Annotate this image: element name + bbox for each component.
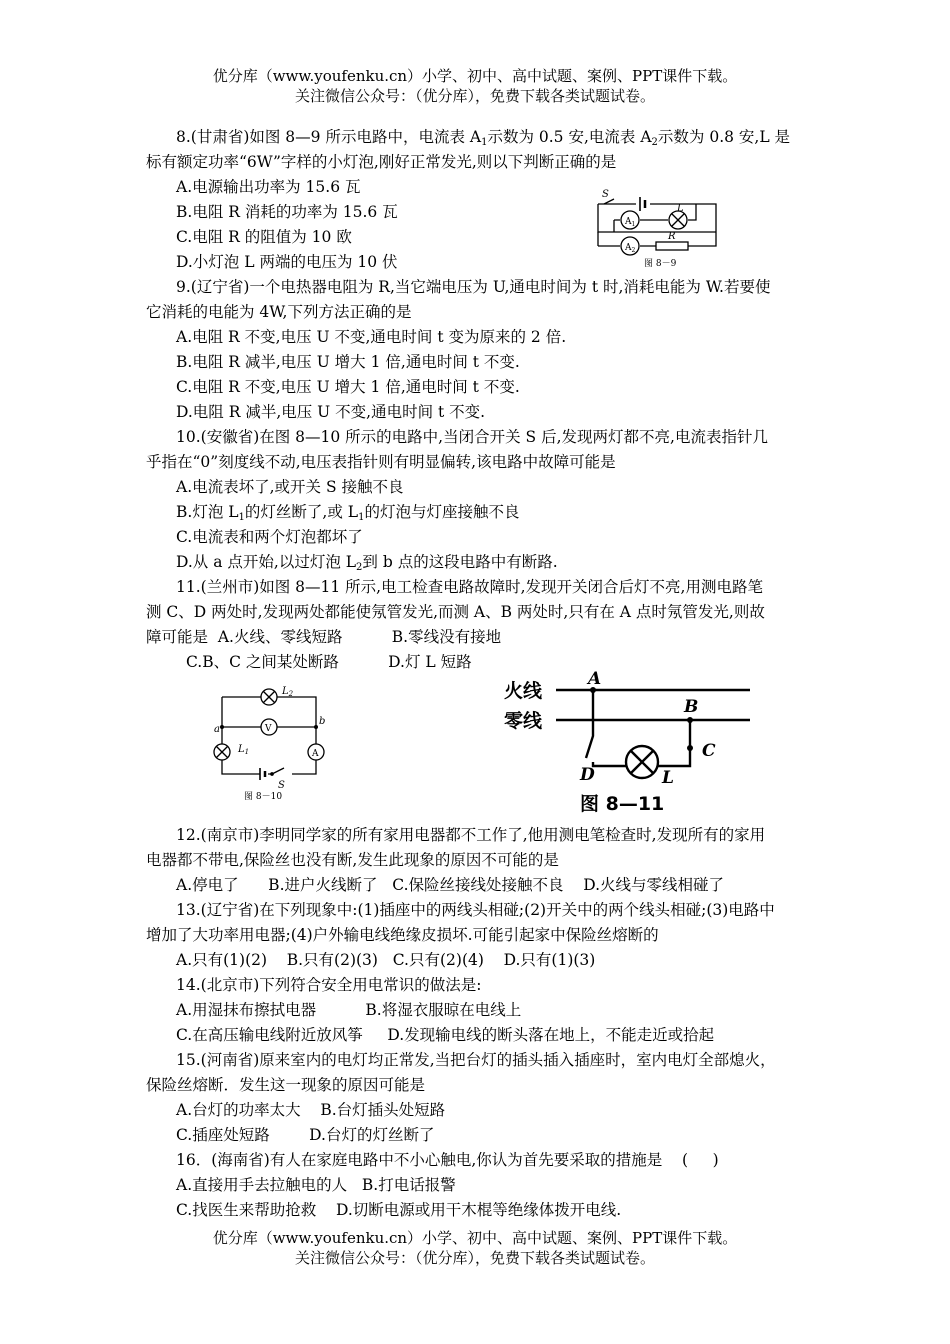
- q8-option-a: A.电源输出功率为 15.6 瓦: [176, 178, 361, 196]
- q13-stem-line-2: 增加了大功率用电器;(4)户外输电线绝缘皮损坏.可能引起家中保险丝熔断的: [146, 926, 659, 944]
- q12-stem-line-1: 12.(南京市)李明同学家的所有家用电器都不工作了,他用测电笔检查时,发现所有的家用: [176, 826, 766, 844]
- fig810-label-s: S: [278, 780, 285, 791]
- q15-options-c-d: C.插座处短路 D.台灯的灯丝断了: [176, 1126, 435, 1144]
- footer-line-1: 优分库（www.youfenku.cn）小学、初中、高中试题、案例、PPT课件下载。: [212, 1229, 738, 1247]
- header-line-1: 优分库（www.youfenku.cn）小学、初中、高中试题、案例、PPT课件下载。: [212, 67, 738, 85]
- fig811-label-a: A: [588, 669, 602, 689]
- fig811-label-l: L: [662, 768, 674, 788]
- q15-options-a-b: A.台灯的功率太大 B.台灯插头处短路: [176, 1101, 446, 1119]
- fig89-label-l: L: [677, 203, 684, 214]
- q10-option-a: A.电流表坏了,或开关 S 接触不良: [176, 478, 404, 496]
- header-line-2: 关注微信公众号：（优分库），免费下载各类试题试卷。: [294, 87, 655, 105]
- q8-option-d: D.小灯泡 L 两端的电压为 10 伏: [176, 253, 398, 271]
- q12-stem-line-2: 电器都不带电,保险丝也没有断,发生此现象的原因不可能的是: [146, 851, 559, 869]
- q13-options: A.只有(1)(2) B.只有(2)(3) C.只有(2)(4) D.只有(1)(3): [176, 951, 596, 969]
- figure-8-9: [588, 184, 723, 270]
- fig811-label-b: B: [684, 697, 699, 717]
- q16-stem: 16．(海南省)有人在家庭电路中不小心触电,你认为首先要采取的措施是 ( ): [176, 1151, 719, 1169]
- fig810-label-l1: $L_1$: [238, 744, 250, 756]
- fig810-caption: 图 8－10: [244, 792, 283, 802]
- q14-stem: 14.(北京市)下列符合安全用电常识的做法是:: [176, 976, 482, 994]
- q9-stem-line-1: 9.(辽宁省)一个电热器电阻为 R,当它端电压为 U,通电时间为 t 时,消耗电能为 W.若要使: [176, 278, 771, 296]
- fig810-label-a: a: [214, 724, 220, 735]
- q10-stem-line-1: 10.(安徽省)在图 8—10 所示的电路中,当闭合开关 S 后,发现两灯都不亮,电流表指针几: [176, 428, 768, 446]
- figure-8-9-circuit: [588, 184, 723, 270]
- figure-8-11: [498, 666, 763, 816]
- q10-option-b: B.灯泡 $L_1$的灯丝断了,或 $L_1$的灯泡与灯座接触不良: [176, 503, 520, 523]
- fig811-label-d: D: [580, 765, 595, 785]
- figure-8-11-circuit: [498, 666, 763, 816]
- q11-stem-line-2: 测 C、D 两处时,发现两处都能使氖管发光,而测 A、B 两处时,只有在 A 点时氖管发光,则故: [146, 603, 765, 621]
- q11-options-c-d: C.B、C 之间某处断路 D.灯 L 短路: [186, 653, 472, 671]
- q9-option-c: C.电阻 R 不变,电压 U 增大 1 倍,通电时间 t 不变.: [176, 378, 520, 396]
- q14-options-c-d: C.在高压输电线附近放风筝 D.发现输电线的断头落在地上，不能走近或拾起: [176, 1026, 715, 1044]
- q8-option-b: B.电阻 R 消耗的功率为 15.6 瓦: [176, 203, 398, 221]
- fig811-label-c: C: [702, 741, 716, 761]
- q14-options-a-b: A.用湿抹布擦拭电器 B.将湿衣服晾在电线上: [176, 1001, 522, 1019]
- q9-option-b: B.电阻 R 减半,电压 U 增大 1 倍,通电时间 t 不变.: [176, 353, 520, 371]
- q13-stem-line-1: 13.(辽宁省)在下列现象中:(1)插座中的两线头相碰;(2)开关中的两个线头相碰;(3)电路中: [176, 901, 775, 919]
- q10-option-d: D.从 a 点开始,以过灯泡 $L_2$到 b 点的这段电路中有断路.: [176, 553, 558, 573]
- q8-stem-line-2: 标有额定功率“6W”字样的小灯泡,刚好正常发光,则以下判断正确的是: [146, 153, 617, 171]
- q11-stem-line-3: 障可能是 A.火线、零线短路 B.零线没有接地: [146, 628, 502, 646]
- fig810-label-l2: $L_2$: [282, 686, 294, 698]
- fig89-label-a2: $A_2$: [625, 243, 636, 254]
- q10-stem-line-2: 乎指在“0”刻度线不动,电压表指针则有明显偏转,该电路中故障可能是: [146, 453, 616, 471]
- q12-options: A.停电了 B.进户火线断了 C.保险丝接线处接触不良 D.火线与零线相碰了: [176, 876, 725, 894]
- q8-option-c: C.电阻 R 的阻值为 10 欧: [176, 228, 352, 246]
- fig811-caption: 图 8—11: [580, 793, 665, 815]
- fig89-caption: 图 8－9: [644, 259, 677, 269]
- fig810-ammeter-a: A: [312, 749, 319, 759]
- q10-option-c: C.电流表和两个灯泡都坏了: [176, 528, 363, 546]
- q15-stem-line-2: 保险丝熔断．发生这一现象的原因可能是: [146, 1076, 426, 1094]
- q9-option-a: A.电阻 R 不变,电压 U 不变,通电时间 t 变为原来的 2 倍.: [176, 328, 567, 346]
- fig810-voltmeter-v: V: [265, 724, 272, 734]
- q9-stem-line-2: 它消耗的电能为 4W,下列方法正确的是: [146, 303, 412, 321]
- q15-stem-line-1: 15.(河南省)原来室内的电灯均正常发,当把台灯的插头插入插座时，室内电灯全部熄火，: [176, 1051, 776, 1069]
- figure-8-10: [212, 680, 337, 804]
- q16-options-c-d: C.找医生来帮助抢救 D.切断电源或用干木棍等绝缘体拨开电线.: [176, 1201, 622, 1219]
- fig811-label-neutral: 零线: [504, 710, 543, 732]
- fig89-label-r: R: [668, 231, 676, 242]
- q11-stem-line-1: 11.(兰州市)如图 8—11 所示,电工检查电路故障时,发现开关闭合后灯不亮,用测电路笔: [176, 578, 763, 596]
- q8-stem-line-1: 8.(甘肃省)如图 8—9 所示电路中，电流表 $A_1$示数为 0.5 安,电流表 $A_2$示数为 0.8 安,L 是: [176, 128, 791, 148]
- footer-line-2: 关注微信公众号：（优分库），免费下载各类试题试卷。: [294, 1249, 655, 1267]
- q9-option-d: D.电阻 R 减半,电压 U 不变,通电时间 t 不变.: [176, 403, 486, 421]
- fig811-label-live: 火线: [504, 680, 543, 702]
- figure-8-10-circuit: [212, 680, 337, 804]
- fig810-label-b: b: [319, 716, 326, 727]
- fig89-label-a1: $A_1$: [625, 217, 636, 228]
- fig89-label-s: S: [602, 189, 609, 200]
- q16-options-a-b: A.直接用手去拉触电的人 B.打电话报警: [176, 1176, 456, 1194]
